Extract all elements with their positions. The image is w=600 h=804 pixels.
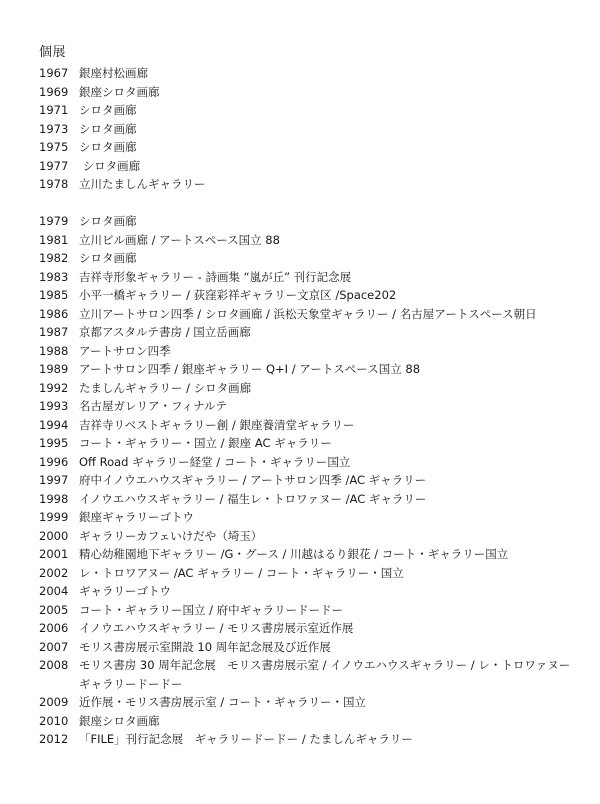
entry-venues: シロタ画廊 — [79, 158, 141, 173]
group-spacer — [39, 194, 584, 213]
entry-venues: 府中イノウエハウスギャラリー / アートサロン四季 /AC ギャラリー — [79, 473, 427, 487]
exhibition-entry — [39, 212, 584, 231]
entry-venues: 小平一橋ギャラリー / 荻窪彩祥ギャラリー文京区 /Space202 — [79, 288, 397, 302]
entry-venues: 銀座ギャラリーゴトウ — [79, 510, 194, 524]
section-heading: 個展 — [39, 45, 67, 60]
exhibition-entry — [39, 471, 584, 490]
entry-year: 1967 — [39, 66, 69, 80]
entry-venues: ギャラリーカフェいけだや（埼玉） — [79, 528, 263, 543]
entry-year: 2010 — [39, 713, 69, 728]
entry-year: 1989 — [39, 362, 69, 376]
entry-year: 1983 — [39, 269, 69, 284]
entry-year: 1979 — [39, 214, 69, 228]
exhibition-entry — [39, 453, 584, 472]
entry-year: 1982 — [39, 251, 69, 265]
exhibition-entry — [39, 619, 584, 638]
entry-year: 1997 — [39, 473, 69, 487]
entry-venues: 近作展・モリス書房展示室 / コート・ギャラリー・国立 — [79, 695, 366, 709]
entry-year: 1971 — [39, 103, 69, 117]
entry-year: 2006 — [39, 621, 69, 635]
exhibition-entry — [39, 323, 584, 342]
entry-venues: 立川アートサロン四季 / シロタ画廊 / 浜松天象堂ギャラリー / 名古屋アートスペース朝日 — [79, 306, 537, 321]
entry-venues: シロタ画廊 — [79, 214, 137, 228]
exhibition-entry — [39, 286, 584, 305]
entry-venues: 銀座シロタ画廊 — [79, 713, 160, 728]
exhibition-entry — [39, 157, 584, 176]
entry-venues: モリス書房 30 周年記念展 モリス書房展示室 / イノウエハウスギャラリー / レ・トロワァヌー — [79, 658, 571, 672]
entry-venues: 吉祥寺形象ギャラリー - 詩画集 “嵐が丘” 刊行記念展 — [79, 269, 352, 284]
entry-year: 1978 — [39, 177, 69, 191]
exhibition-entry — [39, 64, 584, 83]
entry-venues: レ・トロワアヌー /AC ギャラリー / コート・ギャラリー・国立 — [79, 565, 404, 580]
exhibition-entry — [39, 231, 584, 250]
entry-venues: コート・ギャラリー国立 / 府中ギャラリードードー — [79, 602, 344, 617]
entry-year: 2000 — [39, 528, 69, 543]
entry-year: 2007 — [39, 639, 69, 654]
exhibition-entry — [39, 545, 584, 564]
entry-year: 2005 — [39, 602, 69, 617]
entry-venues: 名古屋ガレリア・フィナルテ — [79, 399, 228, 413]
entry-venues: アートサロン四季 / 銀座ギャラリー Q+I / アートスペース国立 88 — [79, 362, 421, 376]
exhibition-entry — [39, 360, 584, 379]
exhibition-entry — [39, 83, 584, 102]
entry-venues: シロタ画廊 — [79, 251, 137, 265]
exhibition-entry — [39, 693, 584, 712]
exhibition-entry-continuation — [39, 675, 584, 694]
entry-venues: イノウエハウスギャラリー / モリス書房展示室近作展 — [79, 621, 354, 635]
entry-year: 1987 — [39, 325, 69, 339]
entry-year: 1995 — [39, 436, 69, 450]
exhibition-entry — [39, 564, 584, 583]
entry-venues: 銀座シロタ画廊 — [79, 84, 160, 99]
entry-year: 1998 — [39, 491, 69, 506]
exhibition-entry — [39, 138, 584, 157]
exhibition-entry — [39, 730, 584, 749]
entry-venues: アートサロン四季 — [79, 343, 171, 358]
entry-venues: 京都アスタルテ書房 / 国立岳画廊 — [79, 325, 251, 339]
exhibition-entry — [39, 249, 584, 268]
entry-venues: 「FILE」刊行記念展 ギャラリードードー / たましんギャラリー — [79, 732, 413, 746]
entry-year: 2012 — [39, 732, 69, 746]
exhibition-entry — [39, 379, 584, 398]
entry-venues: たましんギャラリー / シロタ画廊 — [79, 380, 252, 395]
entry-year: 2009 — [39, 695, 69, 709]
exhibition-list-group-1 — [39, 64, 584, 194]
entry-venues: ギャラリードードー — [79, 676, 183, 691]
exhibition-entry — [39, 601, 584, 620]
exhibition-entry — [39, 175, 584, 194]
entry-year: 1969 — [39, 84, 69, 99]
entry-year: 1999 — [39, 510, 69, 524]
exhibition-entry — [39, 712, 584, 731]
exhibition-entry — [39, 268, 584, 287]
entry-year: 1994 — [39, 417, 69, 432]
entry-venues: モリス書房展示室開設 10 周年記念展及び近作展 — [79, 639, 331, 654]
entry-year: 1986 — [39, 306, 69, 321]
entry-venues: ギャラリーゴトウ — [79, 584, 171, 598]
entry-venues: シロタ画廊 — [79, 140, 137, 154]
exhibition-entry — [39, 397, 584, 416]
entry-venues: シロタ画廊 — [79, 121, 137, 136]
entry-year: 1981 — [39, 232, 69, 247]
exhibition-entry — [39, 434, 584, 453]
exhibition-list-page — [39, 44, 584, 749]
exhibition-entry — [39, 416, 584, 435]
entry-venues: 立川たましんギャラリー — [79, 177, 206, 191]
exhibition-entry — [39, 582, 584, 601]
entry-year: 1988 — [39, 343, 69, 358]
entry-year: 2004 — [39, 584, 69, 598]
entry-year: 1996 — [39, 454, 69, 469]
entry-venues: 精心幼稚園地下ギャラリー /G・グース / 川越はるり銀花 / コート・ギャラリー国立 — [79, 547, 509, 561]
entry-venues: 吉祥寺リベストギャラリー創 / 銀座養清堂ギャラリー — [79, 417, 355, 432]
entry-year: 2002 — [39, 565, 69, 580]
entry-venues: シロタ画廊 — [79, 103, 137, 117]
exhibition-entry — [39, 490, 584, 509]
exhibition-entry — [39, 101, 584, 120]
exhibition-entry — [39, 656, 584, 675]
entry-venues: コート・ギャラリー・国立 / 銀座 AC ギャラリー — [79, 436, 332, 450]
entry-year: 1985 — [39, 288, 69, 302]
entry-year: 1973 — [39, 121, 69, 136]
exhibition-entry — [39, 527, 584, 546]
entry-year: 1975 — [39, 140, 69, 154]
entry-venues: Off Road ギャラリー経堂 / コート・ギャラリー国立 — [79, 454, 351, 469]
exhibition-entry — [39, 305, 584, 324]
entry-venues: イノウエハウスギャラリー / 福生レ・トロワァヌー /AC ギャラリー — [79, 491, 427, 506]
entry-venues: 銀座村松画廊 — [79, 66, 148, 80]
exhibition-entry — [39, 508, 584, 527]
exhibition-entry — [39, 342, 584, 361]
exhibition-list-group-2 — [39, 212, 584, 749]
exhibition-entry — [39, 638, 584, 657]
entry-venues: 立川ビル画廊 / アートスペース国立 88 — [79, 232, 280, 247]
entry-year — [39, 675, 79, 694]
exhibition-entry — [39, 120, 584, 139]
entry-year: 1992 — [39, 380, 69, 395]
entry-year: 2001 — [39, 547, 69, 561]
entry-year: 1993 — [39, 399, 69, 413]
entry-year: 1977 — [39, 158, 69, 173]
entry-year: 2008 — [39, 658, 69, 672]
